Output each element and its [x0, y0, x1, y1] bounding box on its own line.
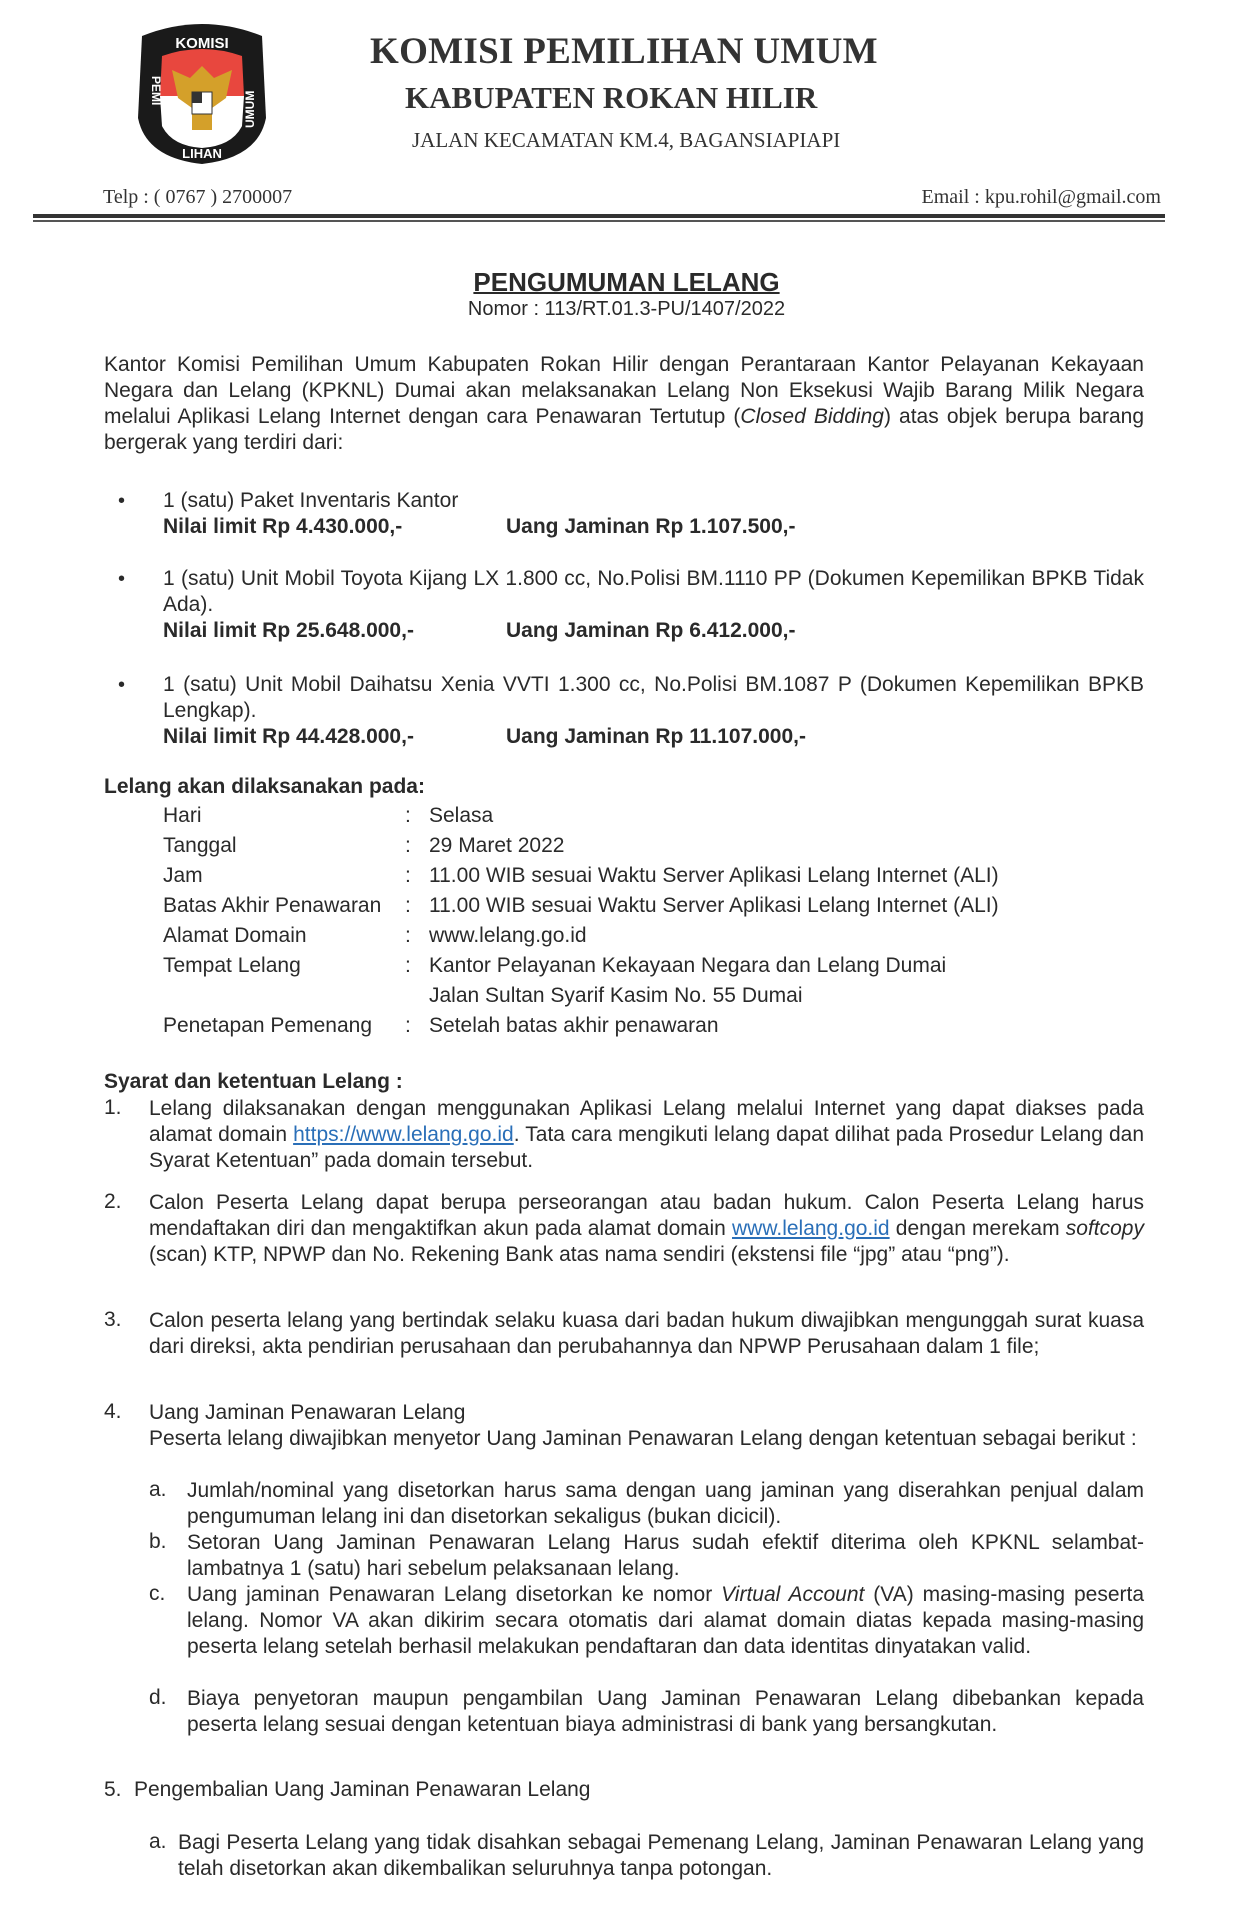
- subterm-letter: a.: [149, 1830, 167, 1853]
- schedule-value: www.lelang.go.id: [429, 924, 587, 947]
- letterhead-divider-thick: [33, 214, 1165, 218]
- schedule-colon: :: [405, 864, 411, 887]
- term-text: dengan merekam: [889, 1217, 1066, 1240]
- term-text: Lelang dilaksanakan dengan menggunakan Aplikasi Lelang melalui Internet yang dapat diakses pada alamat domain: [149, 1097, 1144, 1146]
- term-title: Uang Jaminan Penawaran Lelang: [149, 1401, 466, 1424]
- document-title: [0, 267, 1253, 298]
- document-title-text: PENGUMUMAN LELANG: [473, 267, 780, 297]
- term-number: 3.: [104, 1308, 122, 1331]
- intro-paragraph: [104, 352, 1144, 456]
- schedule-label: Alamat Domain: [163, 924, 307, 947]
- subterm-letter: d.: [149, 1686, 167, 1709]
- term-number: 2.: [104, 1190, 122, 1213]
- term-title: Pengembalian Uang Jaminan Penawaran Lelang: [134, 1778, 591, 1801]
- schedule-value: Selasa: [429, 804, 494, 827]
- schedule-row: [163, 803, 493, 829]
- lelang-domain-link[interactable]: www.lelang.go.id: [732, 1217, 890, 1240]
- terms-heading: Syarat dan ketentuan Lelang :: [104, 1070, 403, 1093]
- term-number: 4.: [104, 1400, 122, 1423]
- subterm-letter: c.: [149, 1582, 166, 1605]
- logo-text-left: PEMI: [149, 76, 163, 106]
- schedule-value: 11.00 WIB sesuai Waktu Server Aplikasi Lelang Internet (ALI): [429, 894, 999, 917]
- item-limit: Nilai limit Rp 44.428.000,-: [163, 725, 414, 748]
- schedule-value: 11.00 WIB sesuai Waktu Server Aplikasi Lelang Internet (ALI): [429, 864, 999, 887]
- term-number: 1.: [104, 1096, 122, 1119]
- intro-italic: Closed Bidding: [740, 405, 884, 428]
- subterm-letter: a.: [149, 1478, 167, 1501]
- term-italic: softcopy: [1065, 1217, 1144, 1240]
- term-intro: Peserta lelang diwajibkan menyetor Uang Jaminan Penawaran Lelang dengan ketentuan sebagai berikut :: [149, 1427, 1137, 1450]
- auction-item: [163, 672, 1144, 750]
- schedule-row: [163, 1013, 719, 1039]
- term-item: [149, 1400, 1144, 1452]
- intro-text-end: ) atas objek berupa barang bergerak yang terdiri dari:: [104, 405, 1144, 454]
- item-deposit: Uang Jaminan Rp 6.412.000,-: [506, 619, 796, 642]
- term-number: 5.: [104, 1778, 122, 1801]
- schedule-colon: :: [405, 804, 411, 827]
- auction-item: [163, 488, 1144, 540]
- logo-text-bottom: LIHAN: [182, 146, 222, 161]
- term-text: . Tata cara mengikuti lelang dapat dilihat pada Prosedur Lelang dan Syarat Ketentuan” pada domain tersebut.: [149, 1123, 1144, 1172]
- schedule-colon: :: [405, 894, 411, 917]
- regency-name: KABUPATEN ROKAN HILIR: [405, 80, 818, 115]
- term-item: [149, 1096, 1144, 1174]
- schedule-row: [163, 863, 999, 889]
- org-phone: Telp : ( 0767 ) 2700007: [103, 186, 293, 208]
- subterm-item: Jumlah/nominal yang disetorkan harus sama dengan uang jaminan yang diserahkan penjual dalam pengumuman lelang ini dan disetorkan sekaligus (bukan dicicil).: [187, 1479, 1144, 1528]
- item-deposit: Uang Jaminan Rp 11.107.000,-: [506, 725, 806, 748]
- subterm-text: (VA) masing-masing peserta lelang. Nomor VA akan dikirim secara otomatis dari alamat domain diatas kepada masing-masing peserta lelang setelah berhasil melakukan pendaftaran dan data identitas dinyatakan valid.: [187, 1583, 1145, 1658]
- schedule-value: Kantor Pelayanan Kekayaan Negara dan Lelang Dumai: [429, 954, 947, 977]
- kpu-logo: [128, 18, 276, 166]
- schedule-label: Penetapan Pemenang: [163, 1014, 373, 1037]
- bullet-icon: •: [118, 674, 126, 696]
- letterhead-divider-thin: [33, 220, 1165, 222]
- schedule-colon: :: [405, 834, 411, 857]
- lelang-url-link[interactable]: https://www.lelang.go.id: [293, 1123, 514, 1146]
- term-item: Calon peserta lelang yang bertindak selaku kuasa dari badan hukum diwajibkan mengunggah surat kuasa dari direksi, akta pendirian perusahaan dan perubahannya dan NPWP Perusahaan dalam 1 file;: [149, 1309, 1144, 1358]
- subterm-letter: b.: [149, 1530, 167, 1553]
- schedule-label: Batas Akhir Penawaran: [163, 894, 382, 917]
- schedule-label: Hari: [163, 804, 202, 827]
- schedule-colon: :: [405, 924, 411, 947]
- intro-text: Kantor Komisi Pemilihan Umum Kabupaten Rokan Hilir dengan Perantaraan Kantor Pelayanan Kekayaan Negara dan Lelang (KPKNL) Dumai akan melaksanakan Lelang Non Eksekusi Wajib Barang Milik Negara melalui Aplikasi Lelang Internet dengan cara Penawaran Tertutup (: [104, 353, 1144, 428]
- schedule-row: [163, 893, 999, 919]
- term-item: [149, 1190, 1144, 1268]
- item-limit: Nilai limit Rp 4.430.000,-: [163, 515, 403, 538]
- auction-item: [163, 566, 1144, 644]
- schedule-value: Setelah batas akhir penawaran: [429, 1014, 719, 1037]
- org-address: JALAN KECAMATAN KM.4, BAGANSIAPIAPI: [412, 128, 841, 152]
- schedule-row: [163, 983, 803, 1009]
- item-description: 1 (satu) Unit Mobil Daihatsu Xenia VVTI 1.300 cc, No.Polisi BM.1087 P (Dokumen Kepemilikan BPKB Lengkap).: [163, 673, 1144, 722]
- document-number: Nomor : 113/RT.01.3-PU/1407/2022: [467, 298, 786, 320]
- logo-text-right: UMUM: [243, 90, 257, 128]
- subterm-item: [187, 1582, 1144, 1660]
- schedule-label: Tanggal: [163, 834, 237, 857]
- schedule-colon: :: [405, 954, 411, 977]
- schedule-colon: :: [405, 1014, 411, 1037]
- schedule-value: Jalan Sultan Syarif Kasim No. 55 Dumai: [429, 984, 803, 1007]
- term-text: Calon Peserta Lelang dapat berupa perseorangan atau badan hukum. Calon Peserta Lelang harus mendaftakan diri dan mengaktifkan akun pada alamat domain: [149, 1191, 1144, 1240]
- schedule-row: [163, 833, 564, 859]
- schedule-value: 29 Maret 2022: [429, 834, 565, 857]
- item-description: 1 (satu) Paket Inventaris Kantor: [163, 489, 459, 512]
- item-description: 1 (satu) Unit Mobil Toyota Kijang LX 1.800 cc, No.Polisi BM.1110 PP (Dokumen Kepemilikan BPKB Tidak Ada).: [163, 567, 1144, 616]
- subterm-item: Biaya penyetoran maupun pengambilan Uang Jaminan Penawaran Lelang dibebankan kepada peserta lelang sesuai dengan ketentuan biaya administrasi di bank yang bersangkutan.: [187, 1687, 1144, 1736]
- schedule-label: Jam: [163, 864, 203, 887]
- term-text: (scan) KTP, NPWP dan No. Rekening Bank atas nama sendiri (ekstensi file “jpg” atau “png”).: [149, 1243, 1010, 1266]
- org-email: Email : kpu.rohil@gmail.com: [921, 186, 1161, 208]
- logo-text-top: KOMISI: [175, 35, 229, 52]
- schedule-heading: Lelang akan dilaksanakan pada:: [104, 775, 425, 798]
- schedule-row: [163, 923, 587, 949]
- schedule-label: Tempat Lelang: [163, 954, 301, 977]
- org-name: KOMISI PEMILIHAN UMUM: [370, 31, 878, 72]
- item-deposit: Uang Jaminan Rp 1.107.500,-: [506, 515, 796, 538]
- bullet-icon: •: [118, 490, 126, 512]
- subterm-item: Bagi Peserta Lelang yang tidak disahkan sebagai Pemenang Lelang, Jaminan Penawaran Lelang yang telah disetorkan akan dikembalikan seluruhnya tanpa potongan.: [178, 1831, 1144, 1880]
- subterm-item: Setoran Uang Jaminan Penawaran Lelang Harus sudah efektif diterima oleh KPKNL selambat-lambatnya 1 (satu) hari sebelum pelaksanaan lelang.: [187, 1531, 1144, 1580]
- subterm-italic: Virtual Account: [721, 1583, 865, 1606]
- schedule-row: [163, 953, 946, 979]
- item-limit: Nilai limit Rp 25.648.000,-: [163, 619, 414, 642]
- bullet-icon: •: [118, 568, 126, 590]
- subterm-text: Uang jaminan Penawaran Lelang disetorkan ke nomor: [187, 1583, 722, 1606]
